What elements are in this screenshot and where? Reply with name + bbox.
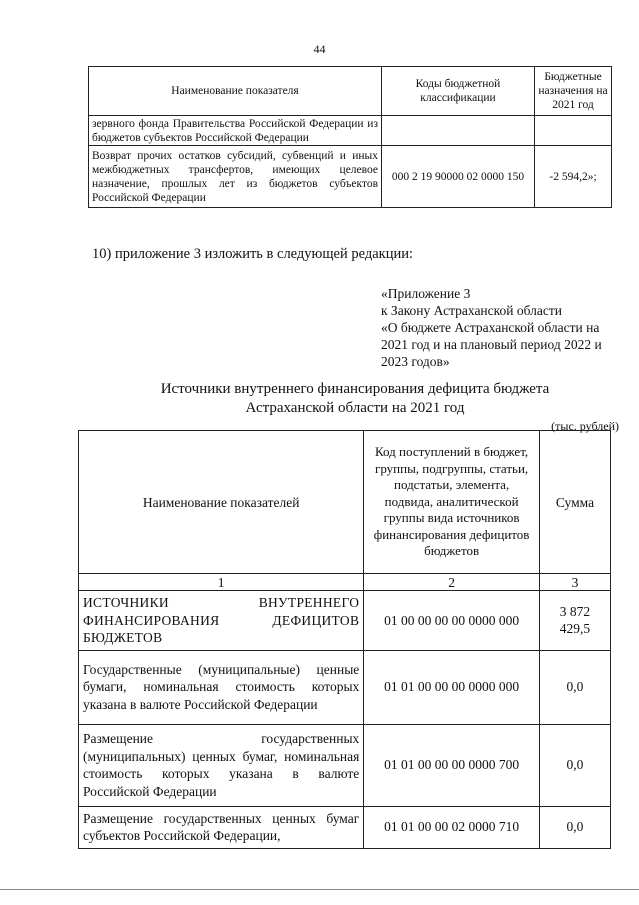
- header-budget-2021: Бюджетные назначения на 2021 год: [535, 67, 612, 116]
- appendix-reference: [381, 285, 611, 370]
- units-label: (тыс. рублей): [551, 419, 619, 433]
- header-indicators: Наименование показателей: [79, 431, 364, 574]
- row-name: ИСТОЧНИКИ ВНУТРЕННЕГО ФИНАНСИРОВАНИЯ ДЕФИЦИТОВ БЮДЖЕТОВ: [79, 591, 364, 651]
- header-code: Код поступлений в бюджет, группы, подгруппы, статьи, подстатьи, элемента, подвида, аналитической группы вида источников финансирования дефицитов бюджетов: [364, 431, 540, 574]
- header-budget-codes: Коды бюджетной классификации: [382, 67, 535, 116]
- amendment-item-10: 10) приложение 3 изложить в следующей редакции:: [92, 246, 414, 262]
- row-code: 000 2 19 90000 02 0000 150: [382, 146, 535, 208]
- page-number: 44: [313, 42, 326, 56]
- row-value: [535, 116, 612, 146]
- table-row: [89, 116, 612, 146]
- title-line: Источники внутреннего финансирования дефицита бюджета: [160, 381, 550, 397]
- row-name: Возврат прочих остатков субсидий, субвенций и иных межбюджетных трансфертов, имеющих целевое назначение, прошлых лет из бюджетов субъектов Российской Федерации: [89, 146, 382, 208]
- appendix-line: к Закону Астраханской области: [381, 303, 563, 318]
- column-number: 3: [539, 574, 610, 591]
- table-header-row: [79, 431, 611, 574]
- table-row: [79, 591, 611, 651]
- table-financing-sources: [78, 430, 611, 849]
- row-code: [382, 116, 535, 146]
- appendix-line: «О бюджете Астраханской области на 2021 год и на плановый период 2022 и 2023 годов»: [381, 320, 602, 369]
- header-sum: Сумма: [539, 431, 610, 574]
- row-code: 01 01 00 00 00 0000 700: [364, 724, 540, 806]
- row-value: 0,0: [539, 724, 610, 806]
- table-row: [79, 650, 611, 724]
- appendix-line: «Приложение 3: [381, 286, 471, 301]
- header-indicator-name: Наименование показателя: [89, 67, 382, 116]
- row-name: Размещение государственных (муниципальных) ценных бумаг, номинальная стоимость которых указана в валюте Российской Федерации: [79, 724, 364, 806]
- column-number: 1: [79, 574, 364, 591]
- table-budget-codes: [88, 66, 612, 208]
- page-bottom-edge: [0, 889, 639, 890]
- row-name: зервного фонда Правительства Российской Федерации из бюджетов субъектов Российской Федерации: [89, 116, 382, 146]
- row-name: Размещение государственных ценных бумаг субъектов Российской Федерации,: [79, 806, 364, 848]
- row-value: 0,0: [539, 806, 610, 848]
- row-value: -2 594,2»;: [535, 146, 612, 208]
- row-value: 0,0: [539, 650, 610, 724]
- table-row: [89, 146, 612, 208]
- row-code: 01 01 00 00 00 0000 000: [364, 650, 540, 724]
- table-row: [79, 724, 611, 806]
- document-title: [70, 380, 639, 418]
- column-number-row: [79, 574, 611, 591]
- title-line: Астраханской области на 2021 год: [245, 400, 465, 416]
- table-header-row: [89, 67, 612, 116]
- table-row: [79, 806, 611, 848]
- row-code: 01 01 00 00 02 0000 710: [364, 806, 540, 848]
- row-name: Государственные (муниципальные) ценные бумаги, номинальная стоимость которых указана в валюте Российской Федерации: [79, 650, 364, 724]
- column-number: 2: [364, 574, 540, 591]
- row-value: 3 872 429,5: [539, 591, 610, 651]
- row-code: 01 00 00 00 00 0000 000: [364, 591, 540, 651]
